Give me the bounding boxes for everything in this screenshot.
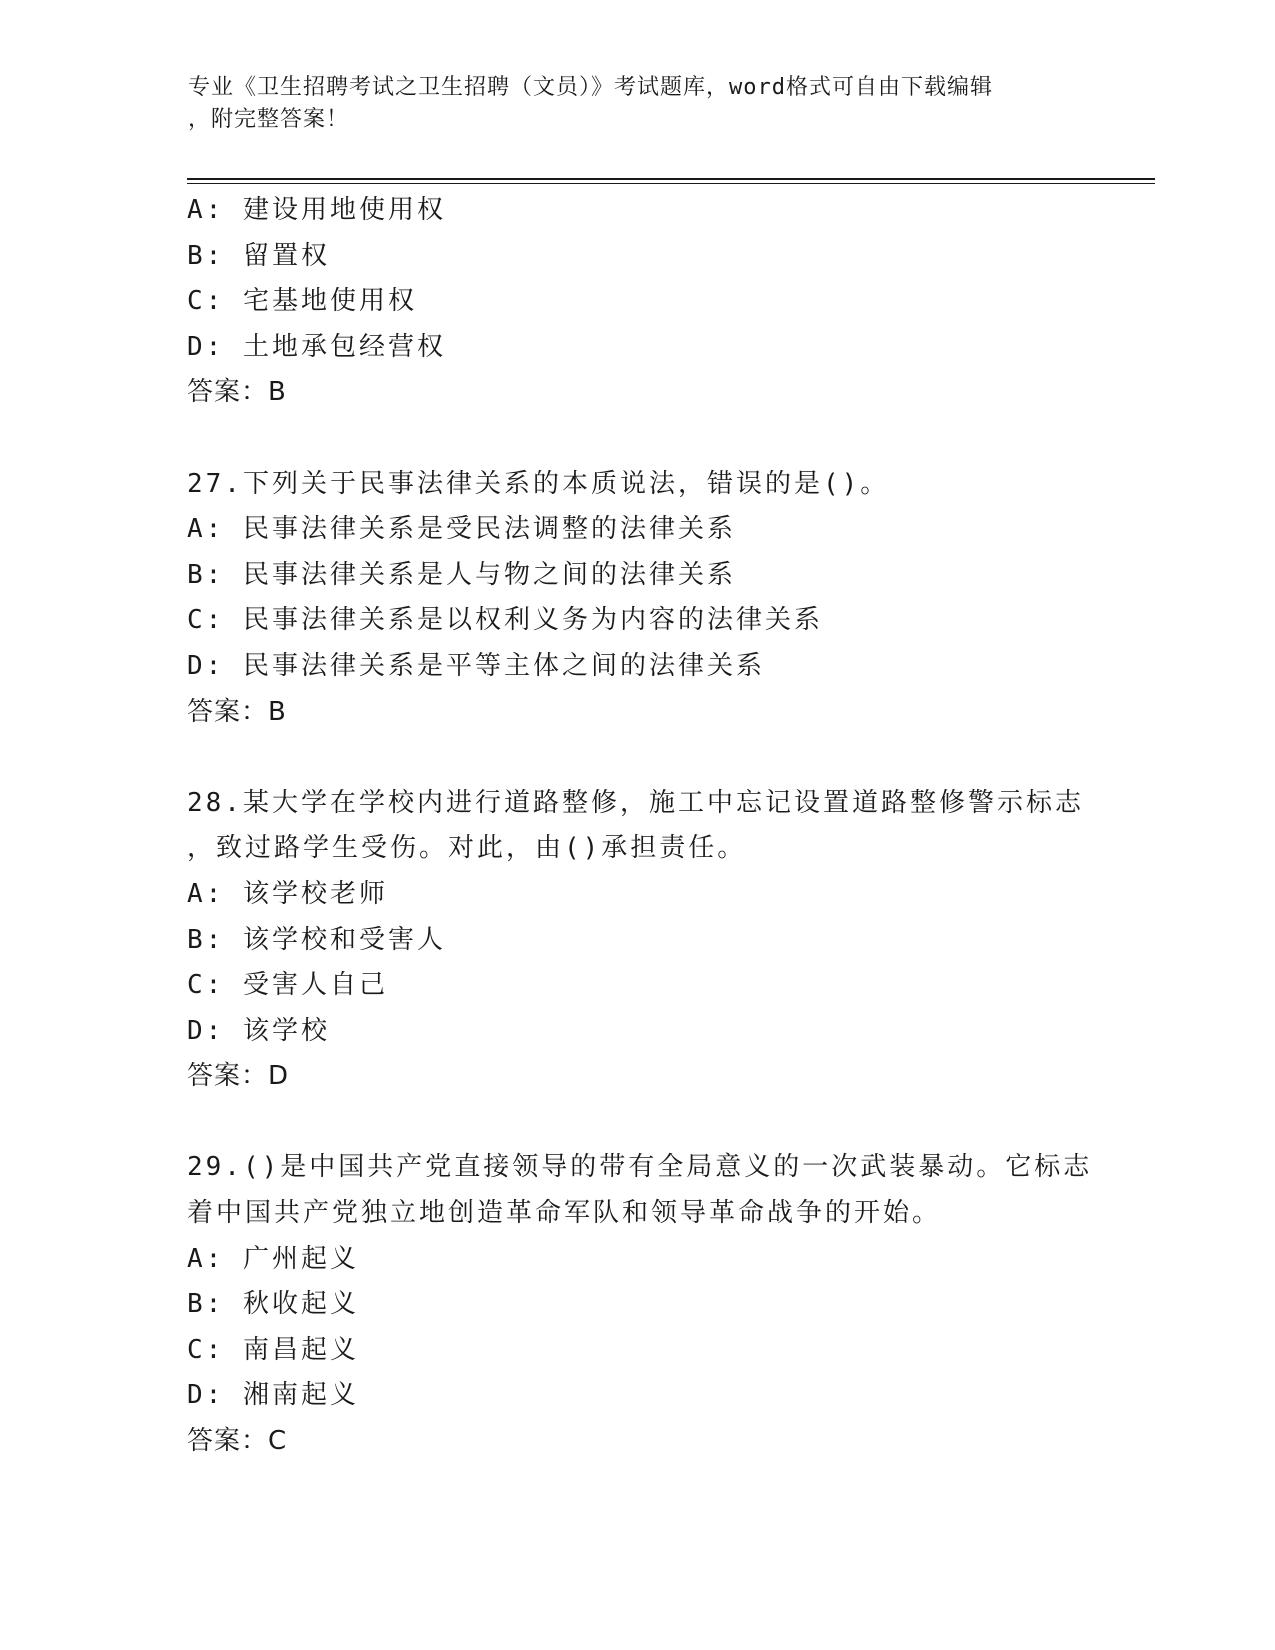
header-line-2: ，附完整答案！ xyxy=(188,107,350,132)
option-a: A: 广州起义 xyxy=(187,1243,359,1274)
answer-line: 答案：C xyxy=(187,1426,288,1457)
question-stem-line-1: 28.某大学在学校内进行道路整修，施工中忘记设置道路整修警示标志 xyxy=(187,787,1084,818)
option-d: D: 该学校 xyxy=(187,1015,330,1046)
answer-line: 答案：B xyxy=(187,377,287,408)
option-d: D: 湘南起义 xyxy=(187,1380,359,1411)
answer-line: 答案：D xyxy=(187,1061,290,1092)
header-divider-thick xyxy=(187,178,1155,180)
question-27 xyxy=(187,462,1087,736)
option-a: A: 民事法律关系是受民法调整的法律关系 xyxy=(187,514,736,545)
question-stem: 27.下列关于民事法律关系的本质说法，错误的是()。 xyxy=(187,468,890,499)
option-c: C: 民事法律关系是以权利义务为内容的法律关系 xyxy=(187,605,823,636)
option-c: C: 南昌起义 xyxy=(187,1334,359,1365)
option-d: D: 民事法律关系是平等主体之间的法律关系 xyxy=(187,650,765,681)
question-stem-line-1: 29.()是中国共产党直接领导的带有全局意义的一次武装暴动。它标志 xyxy=(187,1152,1093,1183)
option-b: B: 该学校和受害人 xyxy=(187,924,446,955)
question-29 xyxy=(187,1145,1093,1464)
option-c: C: 受害人自己 xyxy=(187,970,388,1001)
header-divider-thin xyxy=(187,183,1155,184)
question-stem-line-2: ，致过路学生受伤。对此，由()承担责任。 xyxy=(187,833,747,864)
question-stem-line-2: 着中国共产党独立地创造革命军队和领导革命战争的开始。 xyxy=(187,1198,942,1229)
option-a: A: 建设用地使用权 xyxy=(187,195,446,225)
option-b: B: 留置权 xyxy=(187,240,330,271)
answer-line: 答案：B xyxy=(187,696,287,727)
question-26 xyxy=(187,188,1087,416)
header-line-1: 专业《卫生招聘考试之卫生招聘（文员）》考试题库，word格式可自由下载编辑 xyxy=(188,75,993,100)
question-spacer xyxy=(187,735,1087,781)
option-c: C: 宅基地使用权 xyxy=(187,286,417,317)
option-d: D: 土地承包经营权 xyxy=(187,331,446,362)
question-spacer xyxy=(187,416,1087,462)
question-28 xyxy=(187,781,1087,1100)
option-b: B: 秋收起义 xyxy=(187,1289,359,1320)
question-spacer xyxy=(187,1100,1087,1146)
option-b: B: 民事法律关系是人与物之间的法律关系 xyxy=(187,559,736,590)
document-header xyxy=(188,72,1088,136)
question-list xyxy=(187,188,1093,1465)
option-a: A: 该学校老师 xyxy=(187,878,388,909)
